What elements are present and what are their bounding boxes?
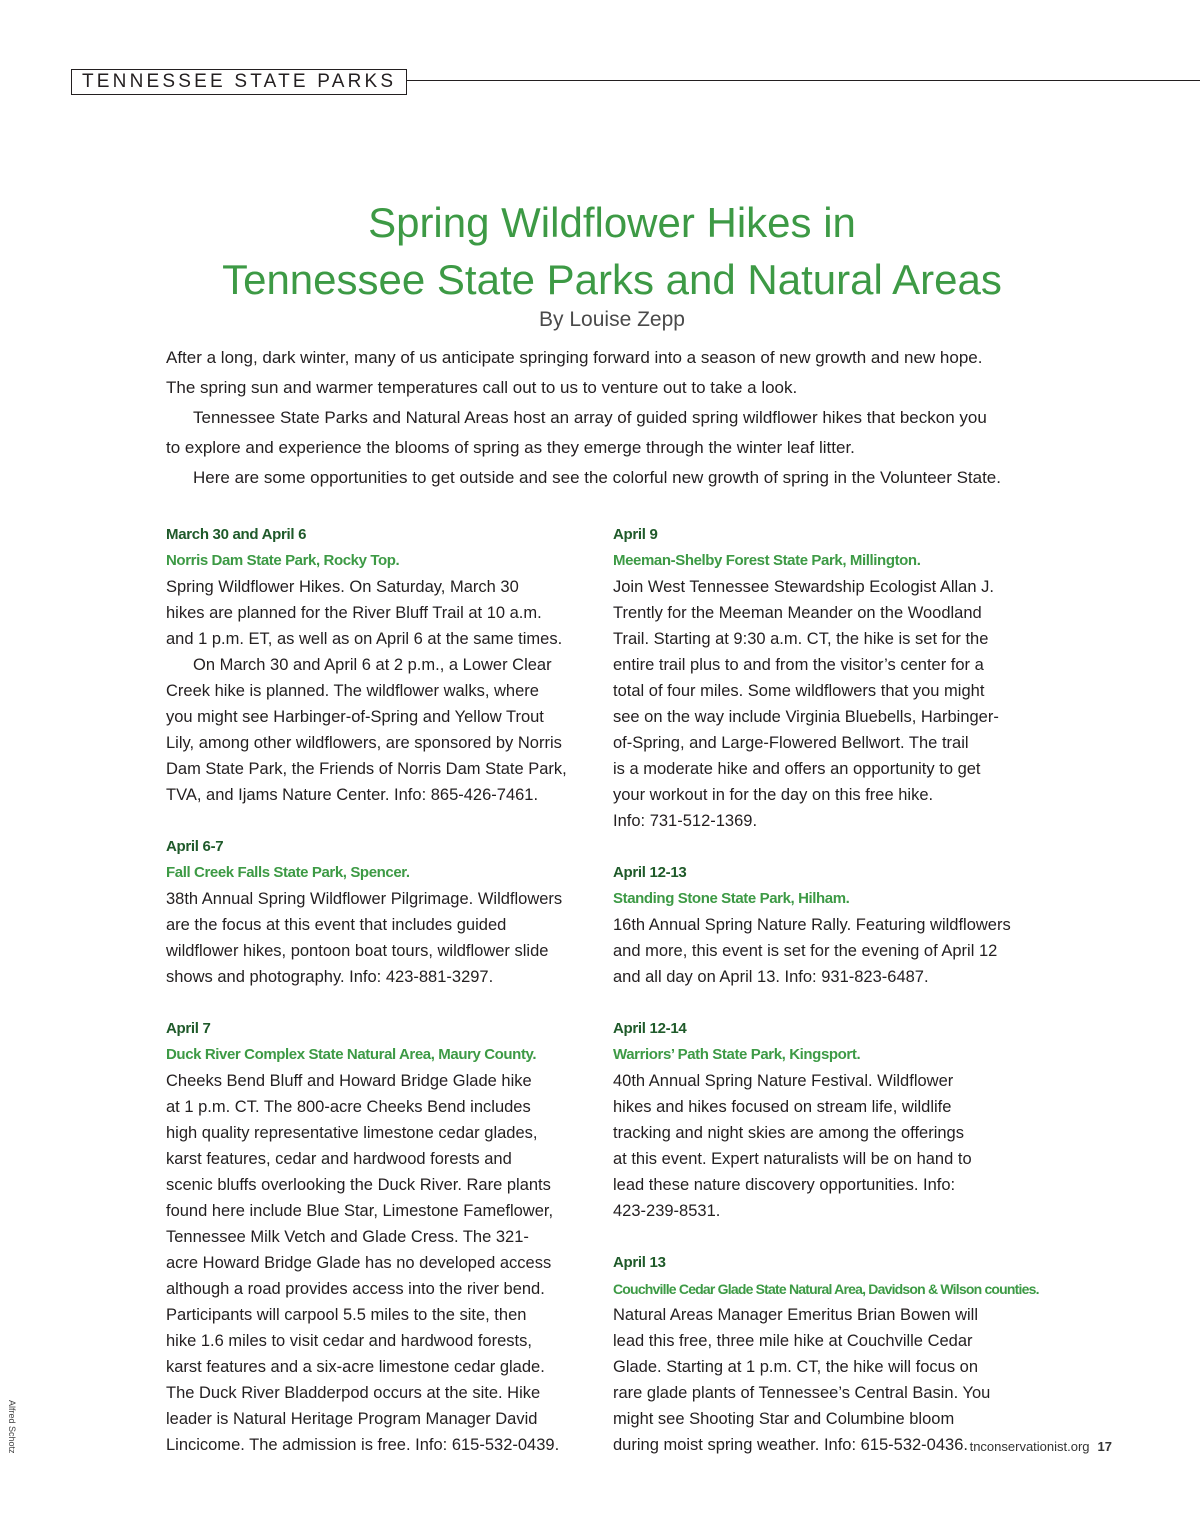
event <box>613 1250 1043 1458</box>
event-line: On March 30 and April 6 at 2 p.m., a Lower Clear <box>193 656 552 674</box>
event-date: March 30 and April 6 <box>166 526 307 543</box>
intro-line: Here are some opportunities to get outside and see the colorful new growth of spring in the Volunteer State. <box>193 468 1001 487</box>
event-line: 38th Annual Spring Wildflower Pilgrimage. Wildflowers <box>166 890 563 908</box>
event-line: rare glade plants of Tennessee’s Central Basin. You <box>613 1384 991 1402</box>
event-line: karst features, cedar and hardwood forests and <box>166 1150 512 1168</box>
intro <box>166 343 1046 493</box>
event-line: Creek hike is planned. The wildflower walks, where <box>166 682 539 700</box>
event-line: Lincicome. The admission is free. Info: 615-532-0439. <box>166 1436 560 1454</box>
event-body <box>613 1302 1043 1458</box>
event-location: Couchville Cedar Glade State Natural Area, Davidson & Wilson counties. <box>613 1281 1039 1297</box>
event-date: April 6-7 <box>166 838 224 855</box>
title-line-1: Spring Wildflower Hikes in <box>368 199 856 246</box>
event-body <box>166 574 596 808</box>
event-line: total of four miles. Some wildflowers that you might <box>613 682 985 700</box>
event-line: shows and photography. Info: 423-881-3297. <box>166 968 494 986</box>
event-line: tracking and night skies are among the offerings <box>613 1124 964 1142</box>
intro-line: The spring sun and warmer temperatures call out to us to venture out to take a look. <box>166 378 798 397</box>
event-line: hikes are planned for the River Bluff Trail at 10 a.m. <box>166 604 542 622</box>
event-line: and all day on April 13. Info: 931-823-6487. <box>613 968 929 986</box>
event-line: your workout in for the day on this free hike. <box>613 786 934 804</box>
event-line: Lily, among other wildflowers, are sponsored by Norris <box>166 734 562 752</box>
event <box>166 522 596 808</box>
event-line: entire trail plus to and from the visitor’s center for a <box>613 656 984 674</box>
event-location: Standing Stone State Park, Hilham. <box>613 890 850 907</box>
event-line: wildflower hikes, pontoon boat tours, wildflower slide <box>166 942 549 960</box>
left-column <box>166 522 596 1484</box>
event-date: April 9 <box>613 526 658 543</box>
event-body <box>166 886 596 990</box>
event-line: of-Spring, and Large-Flowered Bellwort. The trail <box>613 734 969 752</box>
event <box>613 860 1043 990</box>
event-line: is a moderate hike and offers an opportunity to get <box>613 760 981 778</box>
article-title <box>0 194 1200 308</box>
event-location: Warriors’ Path State Park, Kingsport. <box>613 1046 861 1063</box>
event-line: 16th Annual Spring Nature Rally. Featuring wildflowers <box>613 916 1011 934</box>
event-line: Spring Wildflower Hikes. On Saturday, March 30 <box>166 578 519 596</box>
intro-line: After a long, dark winter, many of us anticipate springing forward into a season of new growth and new hope. <box>166 348 983 367</box>
event-line: hikes and hikes focused on stream life, wildlife <box>613 1098 952 1116</box>
event <box>166 1016 596 1458</box>
event-line: although a road provides access into the river bend. <box>166 1280 545 1298</box>
event-date: April 13 <box>613 1254 666 1271</box>
event-line: acre Howard Bridge Glade has no developed access <box>166 1254 552 1272</box>
event-line: might see Shooting Star and Columbine bloom <box>613 1410 955 1428</box>
page-footer <box>970 1439 1112 1454</box>
event-line: TVA, and Ijams Nature Center. Info: 865-426-7461. <box>166 786 539 804</box>
event-location: Fall Creek Falls State Park, Spencer. <box>166 864 410 881</box>
header-rule <box>400 80 1200 81</box>
event-line: and more, this event is set for the evening of April 12 <box>613 942 998 960</box>
right-column <box>613 522 1043 1484</box>
intro-line: Tennessee State Parks and Natural Areas host an array of guided spring wildflower hikes that beckon you <box>193 408 987 427</box>
event-line: Tennessee Milk Vetch and Glade Cress. The 321- <box>166 1228 529 1246</box>
event <box>613 522 1043 834</box>
byline: By Louise Zepp <box>539 308 685 331</box>
event-location: Duck River Complex State Natural Area, Maury County. <box>166 1046 537 1063</box>
event-line: Info: 731-512-1369. <box>613 812 758 830</box>
event-location: Norris Dam State Park, Rocky Top. <box>166 552 400 569</box>
event-line: at 1 p.m. CT. The 800-acre Cheeks Bend includes <box>166 1098 531 1116</box>
event-line: and 1 p.m. ET, as well as on April 6 at the same times. <box>166 630 563 648</box>
event-line: karst features and a six-acre limestone cedar glade. <box>166 1358 545 1376</box>
footer-site: tnconservationist.org <box>969 1439 1090 1454</box>
event-line: lead these nature discovery opportunities. Info: <box>613 1176 956 1194</box>
event-date: April 12-13 <box>613 864 687 881</box>
event-body <box>613 912 1043 990</box>
event-line: Join West Tennessee Stewardship Ecologist Allan J. <box>613 578 994 596</box>
event-line: during moist spring weather. Info: 615-532-0436. <box>613 1436 968 1454</box>
event-line: hike 1.6 miles to visit cedar and hardwood forests, <box>166 1332 532 1350</box>
event-line: Participants will carpool 5.5 miles to the site, then <box>166 1306 527 1324</box>
event-line: are the focus at this event that includes guided <box>166 916 507 934</box>
event-line: leader is Natural Heritage Program Manager David <box>166 1410 538 1428</box>
page-number: 17 <box>1097 1439 1112 1454</box>
intro-line: to explore and experience the blooms of spring as they emerge through the winter leaf litter. <box>166 438 855 457</box>
event-date: April 7 <box>166 1020 211 1037</box>
event <box>166 834 596 990</box>
event-line: found here include Blue Star, Limestone Fameflower, <box>166 1202 554 1220</box>
title-line-2: Tennessee State Parks and Natural Areas <box>222 256 1002 303</box>
event-line: at this event. Expert naturalists will be on hand to <box>613 1150 972 1168</box>
event-line: Natural Areas Manager Emeritus Brian Bowen will <box>613 1306 978 1324</box>
event-line: Dam State Park, the Friends of Norris Dam State Park, <box>166 760 567 778</box>
event-date: April 12-14 <box>613 1020 687 1037</box>
event-line: The Duck River Bladderpod occurs at the site. Hike <box>166 1384 541 1402</box>
event-body <box>613 574 1043 834</box>
event-line: Glade. Starting at 1 p.m. CT, the hike will focus on <box>613 1358 979 1376</box>
event-line: Cheeks Bend Bluff and Howard Bridge Glade hike <box>166 1072 532 1090</box>
event-line: Trently for the Meeman Meander on the Woodland <box>613 604 982 622</box>
event-body <box>613 1068 1043 1224</box>
section-header: TENNESSEE STATE PARKS <box>71 69 407 95</box>
event <box>613 1016 1043 1224</box>
event-body <box>166 1068 596 1458</box>
event-line: 40th Annual Spring Nature Festival. Wildflower <box>613 1072 954 1090</box>
event-line: Trail. Starting at 9:30 a.m. CT, the hike is set for the <box>613 630 989 648</box>
event-line: see on the way include Virginia Bluebells, Harbinger- <box>613 708 999 726</box>
event-line: high quality representative limestone cedar glades, <box>166 1124 538 1142</box>
event-line: 423-239-8531. <box>613 1202 721 1220</box>
photo-credit: Alfred Schotz <box>7 1400 17 1454</box>
event-line: scenic bluffs overlooking the Duck River. Rare plants <box>166 1176 551 1194</box>
event-line: you might see Harbinger-of-Spring and Yellow Trout <box>166 708 544 726</box>
event-line: lead this free, three mile hike at Couchville Cedar <box>613 1332 973 1350</box>
event-location: Meeman-Shelby Forest State Park, Millington. <box>613 552 921 569</box>
